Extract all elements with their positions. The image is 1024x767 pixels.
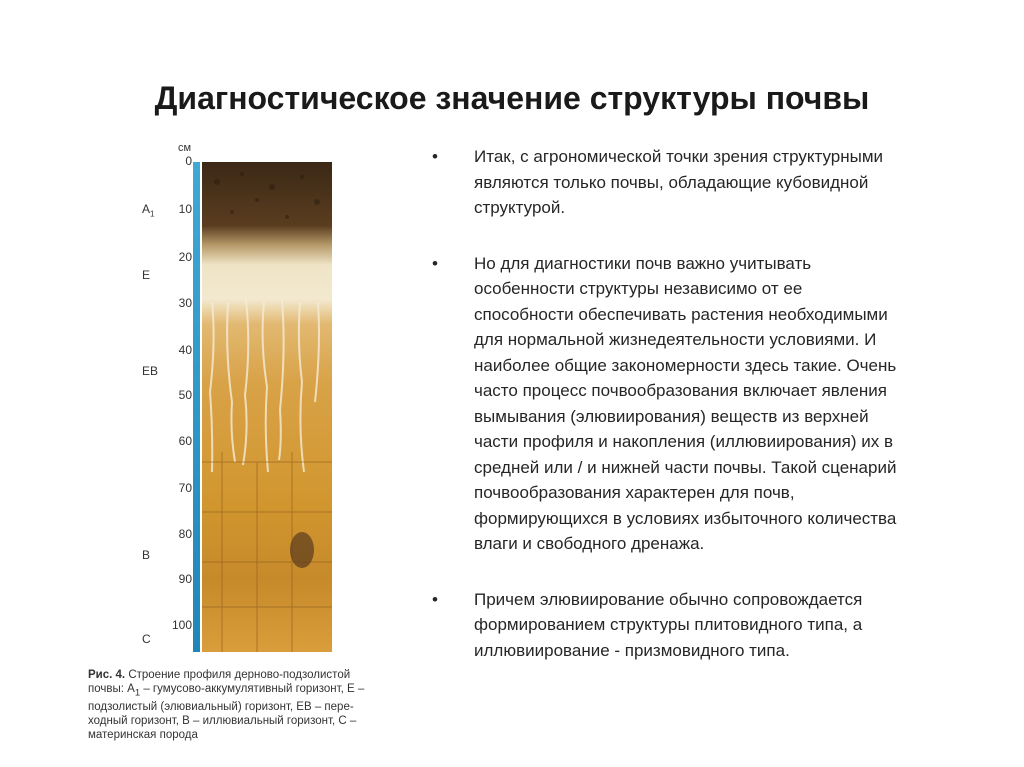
- depth-tick: 50: [178, 388, 192, 402]
- caption-line: ходный горизонт, B – иллювиальный горизонт, C –: [88, 715, 357, 728]
- bullet-line: формированием структуры плитовидного типа, а: [474, 615, 863, 634]
- soil-profile-image: [202, 162, 332, 652]
- bullet-line: влаги и свободного дренажа.: [474, 534, 705, 553]
- depth-tick: 60: [178, 434, 192, 448]
- soil-profile-figure: [80, 140, 420, 750]
- bullet-item: [432, 251, 992, 557]
- bullet-line: иллювиирование - призмовидного типа.: [474, 640, 790, 660]
- bullet-line: средней или / и нижней части почвы. Такой сценарий: [474, 457, 897, 477]
- horizon-label-a1: $A_1$: [142, 202, 155, 219]
- bullet-line: наиболее общие закономерности здесь такие. Очень: [474, 355, 897, 375]
- depth-tick: 100: [171, 618, 192, 632]
- bullet-marker: •: [432, 589, 438, 609]
- bullet-line: особенности структуры независимо от ее: [474, 279, 803, 298]
- bullet-line: для нормальной жизнедеятельности условиями. И: [474, 330, 877, 349]
- bullet-line: Причем элювиирование обычно сопровождается: [474, 589, 863, 609]
- bullet-line: части профиля и накопления (иллювиирования) их в: [474, 432, 893, 451]
- bullet-line: часто процесс почвообразования включает явления: [474, 381, 887, 400]
- bullet-line: формирующихся в условиях избыточного количества: [474, 508, 897, 528]
- caption-line: почвы: $A_1$ – гумусово-аккумулятивный горизонт, E –: [88, 683, 365, 699]
- caption-line: подзолистый (элювиальный) горизонт, EB – пере-: [88, 701, 354, 714]
- bullet-line: Но для диагностики почв важно учитывать: [474, 253, 812, 273]
- depth-tick: 70: [178, 481, 192, 495]
- horizon-label-eb: EB: [142, 364, 159, 378]
- bullet-line: Итак, с агрономической точки зрения структурными: [474, 147, 883, 166]
- depth-unit-label: см: [178, 142, 192, 154]
- horizon-label-c: C: [142, 632, 151, 646]
- bullet-line: вымывания (элювиирования) веществ из верхней: [474, 406, 869, 426]
- depth-tick: 30: [178, 296, 192, 310]
- depth-tick: 20: [178, 250, 192, 264]
- caption-line: материнская порода: [88, 729, 198, 742]
- horizon-label-b: B: [142, 548, 151, 562]
- bullet-item: [432, 587, 992, 664]
- depth-tick: 90: [178, 572, 192, 586]
- bullet-marker: •: [432, 147, 438, 166]
- figure-caption: [88, 668, 418, 742]
- depth-ruler: [193, 162, 200, 652]
- bullet-line: структурой.: [474, 198, 566, 217]
- bullet-line: являются только почвы, обладающие кубовидной: [474, 172, 869, 192]
- bullet-marker: •: [432, 253, 438, 273]
- horizon-label-e: E: [142, 268, 151, 282]
- depth-tick: 40: [178, 343, 192, 357]
- caption-line: Рис. 4. Строение профиля дерново-подзолистой: [88, 669, 351, 681]
- depth-tick: 80: [178, 527, 192, 541]
- soil-dark-inclusion: [290, 532, 314, 568]
- depth-tick: 0: [185, 154, 192, 168]
- bullet-list: [432, 144, 992, 693]
- bullet-line: почвообразования характерен для почв,: [474, 483, 795, 502]
- bullet-item: [432, 144, 992, 221]
- slide-title: Диагностическое значение структуры почвы: [154, 80, 870, 116]
- depth-tick: 10: [178, 202, 192, 216]
- bullet-line: способности обеспечивать растения необходимыми: [474, 304, 888, 324]
